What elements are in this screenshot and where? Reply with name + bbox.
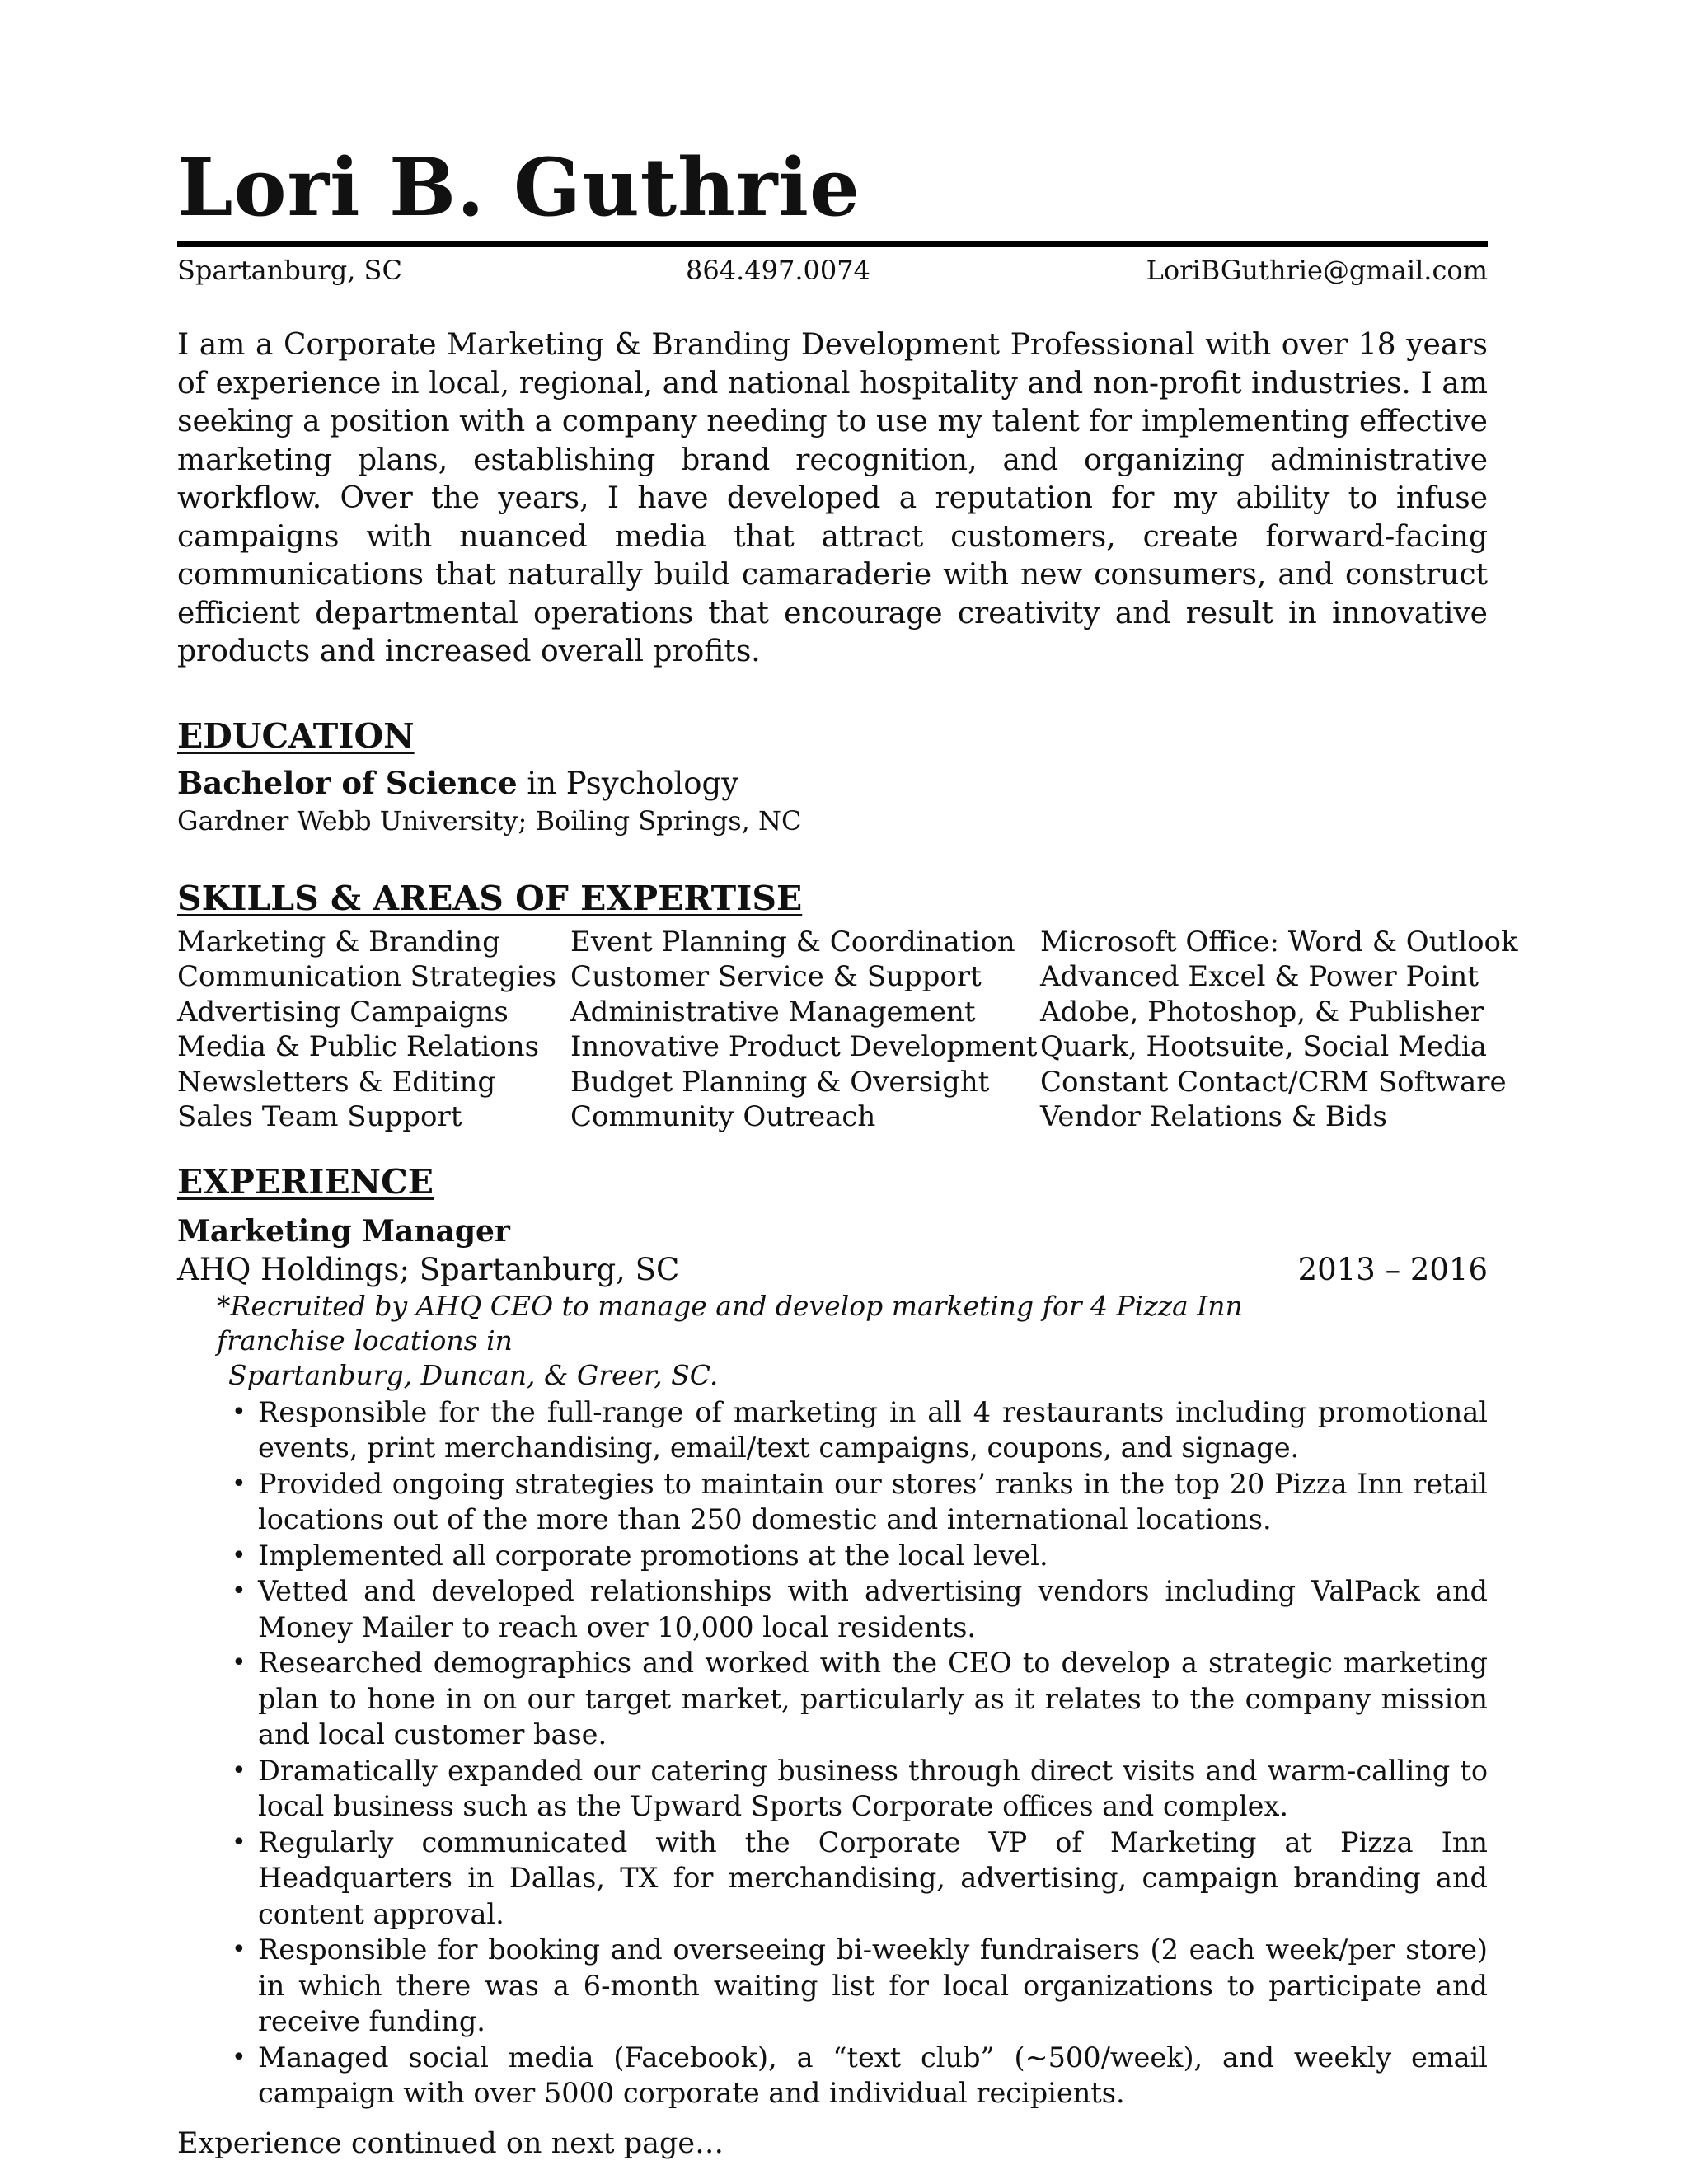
degree-type: Bachelor of Science bbox=[177, 764, 518, 801]
contact-line bbox=[177, 251, 1488, 290]
job-note bbox=[177, 1289, 1371, 1393]
list-item: • Managed social media (Facebook), a “text club” (~500/week), and weekly email campaign with over 5000 corporate and individual recipients. bbox=[232, 2041, 1488, 2109]
contact-email: LoriBGuthrie@gmail.com bbox=[1146, 255, 1488, 286]
bullet-icon: • bbox=[232, 1577, 246, 1605]
skill-item: Advanced Excel & Power Point bbox=[1040, 960, 1479, 994]
contact-phone: 864.497.0074 bbox=[686, 255, 870, 286]
bullet-icon: • bbox=[232, 1397, 246, 1427]
job-employer-line bbox=[177, 1251, 1488, 1289]
skill-item: Quark, Hootsuite, Social Media bbox=[1040, 1030, 1487, 1064]
skill-item: Sales Team Support bbox=[177, 1100, 462, 1134]
bullet-icon: • bbox=[232, 1827, 246, 1857]
skill-item: Budget Planning & Oversight bbox=[570, 1065, 990, 1099]
experience-heading: EXPERIENCE bbox=[177, 1161, 434, 1202]
skill-item: Adobe, Photoshop, & Publisher bbox=[1040, 995, 1484, 1029]
skill-item: Constant Contact/CRM Software bbox=[1040, 1065, 1507, 1099]
skill-item: Community Outreach bbox=[570, 1100, 876, 1134]
skills-heading: SKILLS & AREAS OF EXPERTISE bbox=[177, 878, 803, 918]
skills-column-2 bbox=[570, 925, 1037, 1136]
skill-item: Advertising Campaigns bbox=[177, 995, 509, 1029]
list-item: • Dramatically expanded our catering business through direct visits and warm-calling to local business such as the Upward Sports Corporate offices and complex. bbox=[232, 1754, 1488, 1822]
skill-item: Customer Service & Support bbox=[570, 960, 982, 994]
bullet-icon: • bbox=[232, 1469, 246, 1498]
school: Gardner Webb University; Boiling Springs, NC bbox=[177, 804, 802, 837]
degree-field: in Psychology bbox=[517, 765, 739, 801]
skills-grid bbox=[177, 925, 1518, 1139]
profile-summary: I am a Corporate Marketing & Branding Development Professional with over 18 years of experience in local, regional, and national hospitality and non-profit industries. I am seeking a position with a company needing to use my talent for implementing effective marketing plans, establishing brand recognition, and organizing administrative workflow. Over the years, I have developed a reputation for my ability to infuse campaigns with nuanced media that attract customers, create forward-facing communications that naturally build camaraderie with new consumers, and construct efficient departmental operations that encourage creativity and result in innovative products and increased overall profits. bbox=[177, 328, 1488, 668]
education-heading: EDUCATION bbox=[177, 715, 415, 756]
list-item: • Provided ongoing strategies to maintain our stores’ ranks in the top 20 Pizza Inn retail locations out of the more than 250 domestic and international locations. bbox=[232, 1467, 1488, 1535]
job-bullets bbox=[177, 1394, 1488, 2111]
skill-item: Microsoft Office: Word & Outlook bbox=[1040, 925, 1518, 958]
job-note-line-2: Spartanburg, Duncan, & Greer, SC. bbox=[228, 1358, 719, 1391]
skills-column-3 bbox=[1040, 925, 1518, 1136]
bullet-icon: • bbox=[232, 1540, 246, 1570]
skills-column-1 bbox=[177, 925, 556, 1136]
list-item: • Implemented all corporate promotions at the local level. bbox=[237, 1538, 1488, 1574]
skill-item: Newsletters & Editing bbox=[177, 1065, 496, 1099]
list-item: • Responsible for booking and overseeing bi-weekly fundraisers (2 each week/per store) in which there was a 6-month waiting list for local organizations to participate and receive funding. bbox=[232, 1933, 1488, 2037]
list-item: • Vetted and developed relationships with advertising vendors including ValPack and Money Mailer to reach over 10,000 local residents. bbox=[232, 1575, 1488, 1643]
job-dates: 2013 – 2016 bbox=[1297, 1251, 1488, 1287]
skill-item: Event Planning & Coordination bbox=[570, 925, 1015, 958]
bullet-icon: • bbox=[232, 1935, 246, 1964]
list-item: • Researched demographics and worked with the CEO to develop a strategic marketing plan to hone in on our target market, particularly as it relates to the company mission and local customer base. bbox=[232, 1647, 1488, 1750]
bullet-icon: • bbox=[232, 2042, 246, 2072]
contact-location: Spartanburg, SC bbox=[177, 255, 402, 286]
bullet-icon: • bbox=[232, 1648, 246, 1677]
resume-content bbox=[177, 140, 1518, 2163]
job-company: AHQ Holdings; Spartanburg, SC bbox=[177, 1251, 680, 1287]
degree bbox=[177, 764, 1488, 803]
skill-item: Marketing & Branding bbox=[177, 925, 500, 958]
continued-note: Experience continued on next page… bbox=[177, 2126, 724, 2160]
list-item: • Regularly communicated with the Corporate VP of Marketing at Pizza Inn Headquarters in Dallas, TX for merchandising, advertising, campaign branding and content approval. bbox=[232, 1825, 1488, 1930]
job-note-line-1: *Recruited by AHQ CEO to manage and develop marketing for 4 Pizza Inn franchise locations in bbox=[217, 1289, 1243, 1357]
bullet-icon: • bbox=[232, 1755, 246, 1785]
job-title: Marketing Manager bbox=[177, 1213, 510, 1249]
header-divider bbox=[177, 241, 1488, 247]
skill-item: Vendor Relations & Bids bbox=[1040, 1100, 1387, 1134]
list-item: • Responsible for the full-range of marketing in all 4 restaurants including promotional events, print merchandising, email/text campaigns, coupons, and signage. bbox=[232, 1395, 1488, 1464]
skill-item: Innovative Product Development bbox=[570, 1030, 1038, 1064]
skill-item: Media & Public Relations bbox=[177, 1030, 540, 1064]
candidate-name: Lori B. Guthrie bbox=[177, 141, 861, 234]
skill-item: Administrative Management bbox=[570, 995, 976, 1029]
skill-item: Communication Strategies bbox=[177, 960, 557, 994]
